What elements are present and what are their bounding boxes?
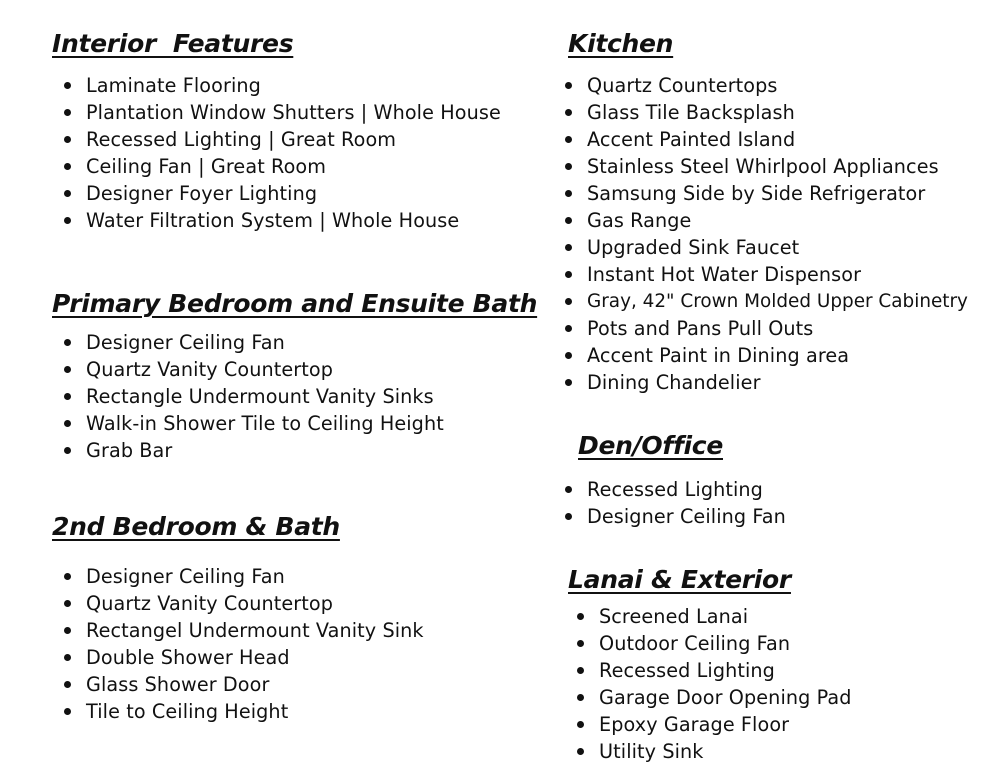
feature-list [553,476,786,530]
feature-item: Stainless Steel Whirlpool Appliances [553,153,968,180]
section-heading: Interior Features [52,29,294,58]
feature-item: Tile to Ceiling Height [52,698,424,725]
feature-item: Instant Hot Water Dispensor [553,261,968,288]
feature-list [52,563,424,725]
section-second-bedroom [52,512,424,725]
feature-item: Grab Bar [52,437,537,464]
feature-item: Quartz Vanity Countertop [52,590,424,617]
feature-item: Water Filtration System | Whole House [52,207,501,234]
feature-item: Recessed Lighting [553,476,786,503]
feature-item: Recessed Lighting | Great Room [52,126,501,153]
section-kitchen [568,29,968,396]
section-heading: Den/Office [578,431,723,460]
section-den-office [578,431,786,530]
feature-item: Glass Tile Backsplash [553,99,968,126]
section-heading: 2nd Bedroom & Bath [52,512,340,541]
feature-item: Pots and Pans Pull Outs [553,315,968,342]
section-primary-bedroom [52,289,537,464]
feature-item: Accent Painted Island [553,126,968,153]
feature-item: Samsung Side by Side Refrigerator [553,180,968,207]
feature-item: Garage Door Opening Pad [565,684,852,711]
feature-item: Quartz Countertops [553,72,968,99]
feature-item: Dining Chandelier [553,369,968,396]
feature-item: Quartz Vanity Countertop [52,356,537,383]
feature-item: Recessed Lighting [565,657,852,684]
feature-item: Rectangel Undermount Vanity Sink [52,617,424,644]
feature-list [565,603,852,765]
feature-list [52,72,501,234]
feature-item: Laminate Flooring [52,72,501,99]
section-heading: Primary Bedroom and Ensuite Bath [52,289,538,318]
feature-item: Utility Sink [565,738,852,765]
feature-item: Outdoor Ceiling Fan [565,630,852,657]
feature-item: Designer Ceiling Fan [553,503,786,530]
feature-item: Glass Shower Door [52,671,424,698]
feature-list [52,329,537,464]
feature-item: Designer Ceiling Fan [52,329,537,356]
section-lanai-exterior [568,565,852,765]
feature-item: Double Shower Head [52,644,424,671]
feature-item: Gas Range [553,207,968,234]
feature-item: Epoxy Garage Floor [565,711,852,738]
section-heading: Kitchen [568,29,674,58]
feature-item: Designer Ceiling Fan [52,563,424,590]
feature-item: Gray, 42" Crown Molded Upper Cabinetry [553,288,968,315]
feature-item: Plantation Window Shutters | Whole House [52,99,501,126]
feature-list [553,72,968,396]
feature-item: Rectangle Undermount Vanity Sinks [52,383,537,410]
feature-item: Designer Foyer Lighting [52,180,501,207]
feature-item: Accent Paint in Dining area [553,342,968,369]
section-interior-features [52,29,501,234]
feature-item: Ceiling Fan | Great Room [52,153,501,180]
feature-item: Screened Lanai [565,603,852,630]
feature-item: Upgraded Sink Faucet [553,234,968,261]
feature-item: Walk-in Shower Tile to Ceiling Height [52,410,537,437]
section-heading: Lanai & Exterior [568,565,791,594]
